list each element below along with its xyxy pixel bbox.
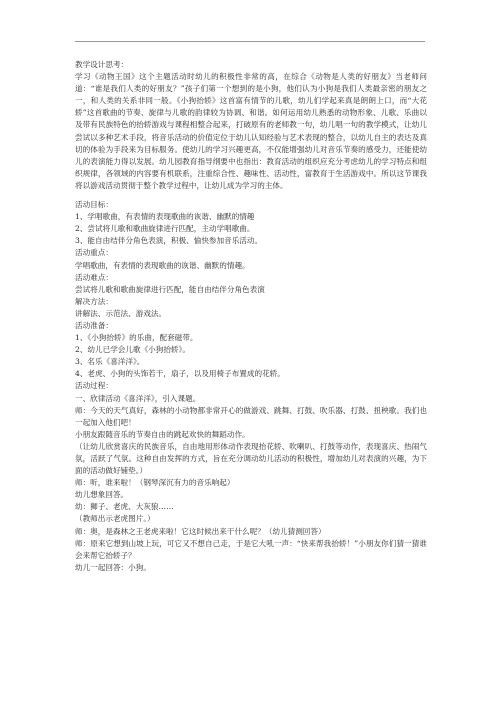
document-body — [75, 59, 427, 574]
preparation-item: 2、幼儿已学会儿歌《小狗抬轿》。 — [75, 345, 190, 355]
goal-item: 2、尝试将儿歌和歌曲旋律进行匹配，主动学唱歌曲。 — [75, 224, 255, 234]
process-paragraph: 师：原来它想到山坡上玩，可它又不想自己走，于是它大吼一声：“快来帮我抬轿！”小朋友你们猜一猜谁会来帮它抬轿子？ — [75, 538, 427, 560]
preparation-item: 3、名乐《喜洋洋》。 — [75, 357, 145, 367]
section-heading-difficulty: 活动难点： — [75, 272, 113, 282]
process-paragraph: 幼儿一起回答：小狗。 — [75, 562, 151, 572]
preparation-item: 4、老虎、小狗的头饰若干，扇子，以及用椅子布置成的花轿。 — [75, 369, 285, 379]
difficulty-text: 尝试将儿歌和歌曲旋律进行匹配，能自由结伴分角色表演 — [75, 284, 265, 294]
process-paragraph: （让幼儿欣赏喜庆的民族音乐，自由地用形体动作表现抬花轿、吹喇叭、打鼓等动作，表现喜庆、热闹气氛，活跃了气氛。这种自由发挥的方式，旨在充分调动幼儿活动的积极性，增加幼儿对表演的兴趣，为下面的活动做好铺垫。） — [75, 441, 427, 476]
section-heading-process: 活动过程： — [75, 381, 113, 391]
intro-paragraph: 学习《动物王国》这个主题活动时幼儿的积极性非常的高，在综合《动物是人类的好朋友》当老师问道：“谁是我们人类的好朋友？”孩子们第一个想到的是小狗，他们认为小狗是我们人类最亲密的朋友之一，和人类的关系非同一般。《小狗抬轿》这首富有情节的儿歌，幼儿们学起来真是朗朗上口，而“大花轿”这首歌曲的节奏、旋律与儿歌的韵律较为协调、和谐。如何运用幼儿熟悉的动物形象、儿歌、乐曲以及带有民族特色的抬轿游戏与课程相整合起来，打破原有的老师教一句，幼儿唱一句的教学模式，让幼儿尝试以多种艺术手段，将音乐活动的价值定位于幼儿认知经验与艺术表现的整合，以幼儿自主的表达及真切的体验为手段来为目标服务。使幼儿的学习兴趣更高，不仅能增强幼儿对音乐节奏的感受力，还能使幼儿的表演能力得以发展。幼儿园教育指导纲要中也指出：教育活动的组织应充分考虑幼儿的学习特点和组织规律，各领域的内容要有机联系，注重综合性、趣味性、活动性，富教育于生活游戏中。所以这节课我将以游戏活动贯彻于整个教学过程中，让幼儿成为学习的主体。 — [75, 72, 427, 190]
process-paragraph: 小朋友跟随音乐的节奏自由的跳起欢快的舞蹈动作。 — [75, 429, 250, 439]
section-heading-methods: 解决方法： — [75, 296, 113, 306]
section-heading-goals: 活动目标： — [75, 200, 113, 210]
spacer — [75, 192, 427, 199]
header-rule — [75, 41, 425, 42]
process-paragraph: 师：奥，是森林之王老虎来啦！它这时候出来干什么呢？（幼儿猜测回答） — [75, 526, 326, 536]
preparation-item: 1、《小狗抬轿》的乐曲，配套磁带。 — [75, 333, 198, 343]
process-paragraph: 幼：狮子、老虎、大灰狼…… — [75, 502, 174, 512]
methods-text: 讲解法、示范法、游戏法。 — [75, 308, 167, 318]
process-paragraph: （教师出示老虎图片。） — [75, 514, 155, 524]
goal-item: 3、能自由结伴分角色表演，积极、愉快参加音乐活动。 — [75, 236, 263, 246]
process-paragraph: 师：听，谁来啦！（钢琴深沉有力的音乐响起） — [75, 478, 235, 488]
key-point-text: 学唱歌曲，有表情的表现歌曲的诙谐、幽默的情趣。 — [75, 260, 250, 270]
process-paragraph: 幼儿想象回答。 — [75, 490, 129, 500]
goal-item: 1、学唱歌曲，有表情的表现歌曲的诙谐、幽默的情趣 — [75, 212, 255, 222]
section-heading-design-thinking: 教学设计思考： — [75, 60, 129, 69]
section-heading-key-point: 活动重点： — [75, 248, 113, 258]
process-paragraph: 一、欣律活动《喜洋洋》，引入课题。 — [75, 393, 201, 403]
section-heading-preparation: 活动准备： — [75, 320, 113, 330]
process-paragraph: 师：今天的天气真好，森林的小动物都非常开心的做游戏、跳舞、打鼓、吹乐器、打鼓、扭秧歌。我们也一起加入他们吧！ — [75, 405, 427, 427]
